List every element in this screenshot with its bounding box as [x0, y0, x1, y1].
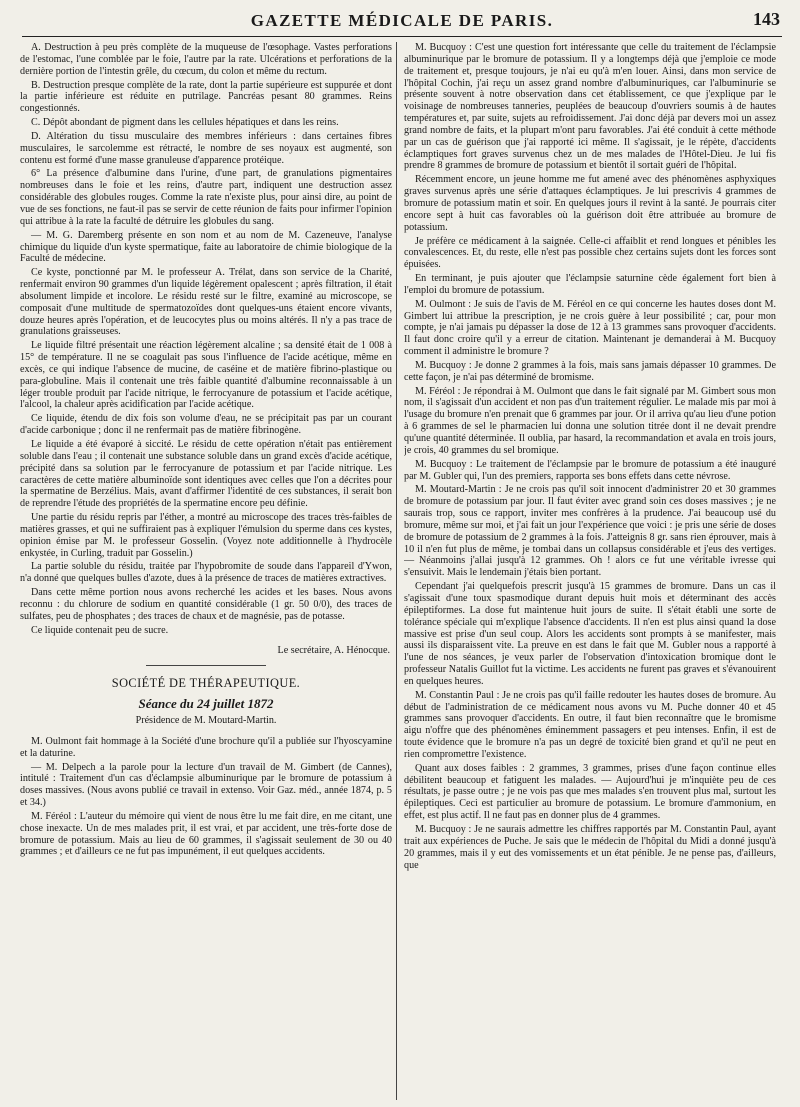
paragraph: M. Oulmont : Je suis de l'avis de M. Féréol en ce qui concerne les hautes doses dont M. Gimbert lui attribue la prescription, je ne crois guère à leur possibilité ; car, pour mon compte, je n'ai jamais pu dépasser la dose de 12 à 13 grammes sans provoquer d'accidents. Il faut donc croire qu'il y a erreur de citation. Maintenant je demanderai à M. Bucquoy comment il administre le bromure ?: [404, 298, 776, 358]
paragraph: Cependant j'ai quelquefois prescrit jusqu'à 15 grammes de bromure. Dans un cas il s'agissait d'une toux spasmodique durant depuis huit mois et déterminant des accès épileptiformes. La dose fut maintenue huit jours de suite. Il s'était établi une sorte de tolérance spéciale qui m'explique l'absence d'accidents. Il n'en est plus ainsi quand la dose massive est prise d'un seul coup. Alors les accidents sont prompts à se manifester, mais aussi ils disparaissent vite. La preuve en est dans le fait que M. Gubler nous a rapporté à l'une de nos séances, je veux parler de l'observation d'intoxication bromique dont le professeur Natalis Guillot fut la victime. Les accidents ne furent pas graves et s'évanouirent en quelques heures.: [404, 581, 776, 687]
paragraph: En terminant, je puis ajouter que l'éclampsie saturnine cède également fort bien à l'emploi du bromure de potassium.: [404, 273, 776, 296]
left-column: [20, 42, 392, 1100]
paragraph: Ce kyste, ponctionné par M. le professeur A. Trélat, dans son service de la Charité, renfermait environ 90 grammes d'un liquide légèrement opalescent ; après filtration, il était absolument limpide et incolore. Le résidu resté sur le filtre, examiné au microscope, se composait d'une multitude de spermatozoïdes dont quelques-uns étaient encore vivants, douze heures après l'opération, et de leucocytes plus ou moins altérés. Il n'y a pas trace de granulations graisseuses.: [20, 267, 392, 338]
paragraph: M. Bucquoy : Je ne saurais admettre les chiffres rapportés par M. Constantin Paul, ayant trait aux expériences de Puche. Je sais que le médecin de l'hôpital du Midi a donné jusqu'à 20 grammes, mais il y eut des vomissements et un état pénible. Je ne pense pas, d'ailleurs, que: [404, 824, 776, 871]
presidency-line: Présidence de M. Moutard-Martin.: [135, 715, 277, 727]
paragraph: Quant aux doses faibles : 2 grammes, 3 grammes, prises d'une façon continue elles débilitent beaucoup et fatiguent les malades. — Aujourd'hui je m'inquiète peu de ces résultats, je passe outre ; je ne vois pas que mes malades s'en trouvent plus mal, surtout les épileptiques. Ceci est particulier au bromure de potassium. Le bromure d'ammonium, en effet, est plus actif. Il ne faut pas en donner plus de 4 grammes.: [404, 762, 776, 822]
paragraph: La partie soluble du résidu, traitée par l'hypobromite de soude dans l'appareil d'Ywon, n'a donné que quelques bulles d'azote, dues à la présence de traces de matières extractives.: [20, 561, 392, 585]
paragraph: M. Féréol : L'auteur du mémoire qui vient de nous être lu me fait dire, en me citant, une chose inexacte. Un de mes malades prit, il est vrai, et par accident, une très-forte dose de bromure de potassium. Mais au lieu de 60 grammes, il s'agissait seulement de 30 ou 40 grammes ; et d'ailleurs ce ne fut pas impunément, il eut quelques accidents.: [20, 810, 392, 858]
paragraph: Le liquide a été évaporé à siccité. Le résidu de cette opération n'était pas entièrement soluble dans l'eau ; il contenait une substance soluble dans un grand excès d'acide acétique, précipité dans sa solution par le ferrocyanure de potassium et par l'acide nitrique. Les caractères de cette matière albuminoïde sont identiques avec celles que l'on a décrites pour la spermatine de Berzélius. Mais, avant d'affirmer l'identité de ces substances, il serait bon de reprendre l'étude des propriétés de la spermatine encore peu définie.: [20, 439, 392, 510]
paragraph: — M. G. Daremberg présente en son nom et au nom de M. Cazeneuve, l'analyse chimique du liquide d'un kyste spermatique, faite au laboratoire de chimie biologique de la Faculté de médecine.: [20, 229, 392, 265]
paragraph: M. Bucquoy : C'est une question fort intéressante que celle du traitement de l'éclampsie albuminurique par le bromure de potassium. Il y a longtemps déjà que j'emploie ce mode de traitement et, presque toujours, je n'ai eu qu'à m'en louer. Ainsi, dans mon service de l'hôpital Cochin, j'ai reçu un assez grand nombre d'albuminuriques, car l'albuminurie se présente souvent à notre observation dans cet établissement, ce que j'explique par le voisinage de nombreuses tanneries, peuplées de beaucoup d'ouvriers soumis à de hautes températures et, par suite, sujets au refroidissement. J'ai donc déjà par devers moi un assez grand nombre de faits, et la plupart m'ont paru favorables. J'ai été conduit à cette méthode par un cas de guérison que j'ai rapporté ici même. Il s'agissait, je le répète, d'accidents éclamptiques fort graves survenus chez un de mes malades de l'Hôtel-Dieu. Je lui fis prendre 8 grammes de bromure de potassium et bientôt il sortait guéri de l'hôpital.: [404, 42, 776, 172]
section-title: SOCIÉTÉ DE THÉRAPEUTIQUE.: [111, 676, 301, 691]
paragraph: Le liquide filtré présentait une réaction légèrement alcaline ; sa densité était de 1 008 à 15° de température. Il ne se coagulait pas sous l'influence de l'acide acétique, même en excès, ce qui indique l'absence de mucine, de caséine et de matière fibrino-plastique ou para-globuline. Mais il contenait une très faible quantité d'albumine reconnaissable à un léger trouble produit par l'acide nitrique, le ferrocyanure de potassium et l'acide acétique, l'alcool, la chaleur après acidification par l'acide acétique.: [20, 340, 392, 411]
paragraph: A. Destruction à peu près complète de la muqueuse de l'œsophage. Vastes perforations de l'estomac, l'une comblée par le foie, l'autre par la rate. Ulcérations et perforations de la dernière portion de l'intestin grêle, du cœcum, du colon et même du rectum.: [20, 42, 392, 77]
paragraph: C. Dépôt abondant de pigment dans les cellules hépatiques et dans les reins.: [31, 117, 339, 129]
paragraph: 6° La présence d'albumine dans l'urine, d'une part, de granulations pigmentaires nombreuses dans le foie et les reins, d'autre part, indiquent une destruction assez considérable des globules rouges. Comme la rate n'existe plus, pour ainsi dire, au point de vue de ses fonctions, ne faut-il pas se servir de cette réunion de faits pour infirmer l'opinion qui attribue à la rate la faculté de détruire les globules du sang.: [20, 168, 392, 227]
left-paragraphs: [20, 42, 392, 637]
column-divider: [396, 42, 397, 1100]
paragraph: M. Bucquoy : Je donne 2 grammes à la fois, mais sans jamais dépasser 10 grammes. De cette façon, je n'ai pas déterminé de bromisme.: [404, 359, 776, 383]
page-header: [22, 10, 782, 37]
paragraph: M. Moutard-Martin : Je ne crois pas qu'il soit innocent d'administrer 20 et 30 grammes de bromure de potassium par jour. Il faut éviter avec grand soin ces doses massives ; je ne saurais trop, sous ce rapport, inviter mes confrères à la prudence. J'ai beaucoup usé du bromure, même sur moi, et j'ai fait un jour l'expérience que voici : je pris une série de doses de bromure de potassium de 2 grammes à la fois. J'atteignis 8 gr. sans rien éprouver, mais à 10 il n'en fut plus de même, je tombai dans un collapsus considérable et j'eus des vertiges. — Néanmoins j'allai jusqu'à 12 grammes. Oh ! alors ce fut une véritable ivresse qui s'ensuivit. Mais le lendemain j'étais bien portant.: [404, 484, 776, 579]
paragraph: D. Altération du tissu musculaire des membres inférieurs : dans certaines fibres musculaires, le sarcolemme est rétracté, le nombre de ses noyaux est augmenté, son contenu est formé d'une masse granuleuse d'apparence protéique.: [20, 130, 392, 166]
session-title: Séance du 24 juillet 1872: [138, 696, 274, 712]
paragraph: M. Bucquoy : Le traitement de l'éclampsie par le bromure de potassium a été inauguré par M. Gubler qui, l'un des premiers, rapporta ses bons effets dans cette névrose.: [404, 458, 776, 482]
secretary-signature: Le secrétaire, A. Hénocque.: [277, 644, 390, 656]
paragraph: Ce liquide contenait peu de sucre.: [31, 624, 169, 636]
section-divider: [146, 665, 266, 666]
journal-title: GAZETTE MÉDICALE DE PARIS.: [250, 11, 554, 30]
paragraph: M. Féréol : Je répondrai à M. Oulmont que dans le fait signalé par M. Gimbert sous mon nom, il s'agissait d'un accident et non pas d'un traitement régulier. Le malade mis par moi à l'usage du bromure n'en prenait que 6 grammes par jour. Or il arriva qu'au lieu d'une potion à 6 grammes de sel le pharmacien lui donna une solution titrée dont il ne devait prendre qu'une quantité déterminée. Il oublia, par hasard, la recommandation et avala en trois jours, je crois, 40 grammes du sel bromique.: [404, 385, 776, 456]
paragraph: Je préfère ce médicament à la saignée. Celle-ci affaiblit et rend longues et pénibles les convalescences. Et, du reste, elle n'est pas possible chez certains sujets dont les forces sont épuisées.: [404, 235, 776, 271]
page-number: 143: [753, 9, 780, 29]
paragraph: Récemment encore, un jeune homme me fut amené avec des phénomènes asphyxiques graves survenus après une série d'attaques éclamptiques. Je lui prescrivis 4 grammes de bromure de potassium matin et soir. En quelques jours il revint à la santé. Je pourrais citer encore sept à huit cas favorables où la guérison doit être attribuée au bromure de potassium.: [404, 174, 776, 233]
paragraph: Ce liquide, étendu de dix fois son volume d'eau, ne se précipitait pas par un courant d'acide carbonique ; donc il ne renfermait pas de matière fibrinogène.: [20, 413, 392, 437]
session-paragraphs: [20, 736, 392, 858]
paragraph: Une partie du résidu repris par l'éther, a montré au microscope des traces très-faibles de matières grasses, et qui ne suffiraient pas à expliquer l'émulsion du sperme dans ces kystes, opinion émise par M. le professeur Gosselin. (Voyez note additionnelle à l'hydrocèle enkystée, in Curling, traduit par Gosselin.): [20, 512, 392, 559]
paragraph: M. Oulmont fait hommage à la Société d'une brochure qu'il a publiée sur l'hyoscyamine et la daturine.: [20, 735, 392, 759]
paragraph: B. Destruction presque complète de la rate, dont la partie supérieure est suppurée et dont la partie inférieure est réduite en putrilage. Pancréas pesant 80 grammes. Reins congestionnés.: [20, 79, 392, 115]
paragraph: Dans cette même portion nous avons recherché les acides et les bases. Nous avons reconnu : du chlorure de sodium en quantité considérable (1 gr. 50 0/0), des traces de sulfates, peu de phosphates ; des traces de chaux et de magnésie, pas de potasse.: [20, 587, 392, 622]
paragraph: — M. Delpech a la parole pour la lecture d'un travail de M. Gimbert (de Cannes), intitulé : Traitement d'un cas d'éclampsie albuminurique par le bromure de potassium à doses massives. (Nous avons publié ce travail in extenso. Voir Gaz. méd., année 1874, p. 5 et 34.): [20, 761, 392, 809]
right-column: [404, 42, 776, 1100]
paragraph: M. Constantin Paul : Je ne crois pas qu'il faille redouter les hautes doses de bromure. Au début de l'administration de ce médicament nous avons vu M. Puche donner 40 et 45 grammes sans provoquer d'accidents. En outre, il faut bien reconnaître que le bromisme aigu n'offre que des phénomènes éminemment passagers et peu intenses. Enfin, il est de toute évidence que le bromure n'a pas un degré de toxicité bien grand et qu'il ne peut en rien compromettre l'existence.: [404, 689, 776, 760]
